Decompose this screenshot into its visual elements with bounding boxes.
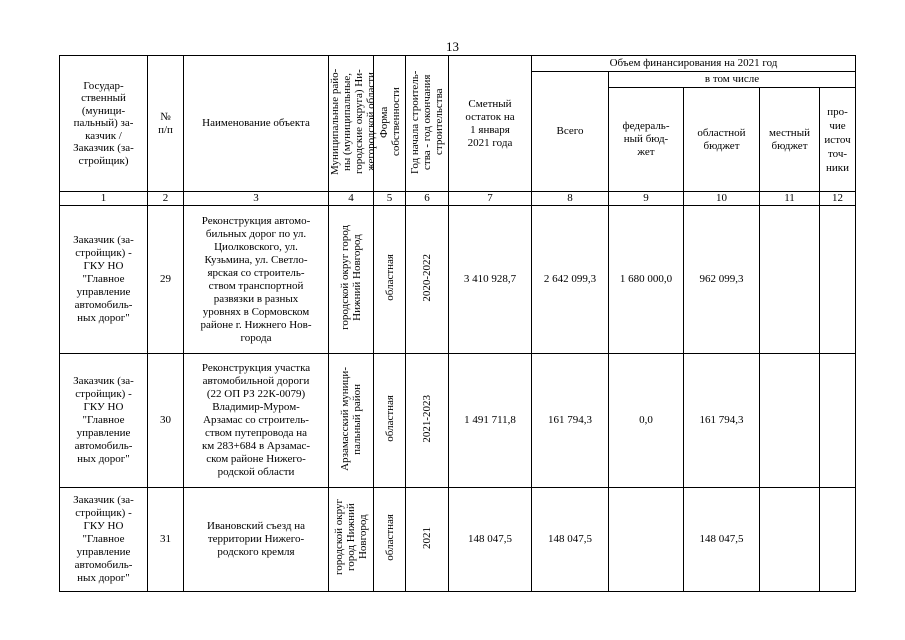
row-estimate: 3 410 928,7 <box>449 206 532 354</box>
col-number: 12 <box>820 192 856 206</box>
row-ownership: областная <box>374 206 406 354</box>
column-number-row <box>60 192 856 206</box>
row-ownership: областная <box>374 354 406 488</box>
row-total: 161 794,3 <box>532 354 609 488</box>
row-object: Ивановский съезд на территории Нижего- родского кремля <box>184 488 329 592</box>
financing-table <box>59 55 856 592</box>
col-number: 5 <box>374 192 406 206</box>
header-object-name: Наименование объекта <box>184 56 329 192</box>
table-row <box>60 488 856 592</box>
row-municipality: городской округ город Нижний Новгород <box>329 488 374 592</box>
col-number: 8 <box>532 192 609 206</box>
row-estimate: 148 047,5 <box>449 488 532 592</box>
header-years: Год начала строитель- ства - год окончания строительства <box>406 56 449 192</box>
row-regional: 161 794,3 <box>684 354 760 488</box>
col-number: 10 <box>684 192 760 206</box>
col-number: 1 <box>60 192 148 206</box>
row-total: 2 642 099,3 <box>532 206 609 354</box>
row-num: 29 <box>148 206 184 354</box>
row-local <box>760 488 820 592</box>
header-municipality: Муниципальные райо- ны (муниципальные, городские округа) Ни- жегородской области <box>329 56 374 192</box>
col-number: 4 <box>329 192 374 206</box>
col-number: 2 <box>148 192 184 206</box>
header-funding-title: Объем финансирования на 2021 год <box>532 56 856 72</box>
row-estimate: 1 491 711,8 <box>449 354 532 488</box>
header-num: № п/п <box>148 56 184 192</box>
row-federal <box>609 488 684 592</box>
row-num: 30 <box>148 354 184 488</box>
header-regional: областной бюджет <box>684 88 760 192</box>
table-row <box>60 354 856 488</box>
col-number: 7 <box>449 192 532 206</box>
row-years: 2020-2022 <box>406 206 449 354</box>
row-municipality: Арзамасский муници- пальный район <box>329 354 374 488</box>
col-number: 6 <box>406 192 449 206</box>
row-customer: Заказчик (за- стройщик) - ГКУ НО "Главное управление автомобиль- ных дорог" <box>60 206 148 354</box>
col-number: 11 <box>760 192 820 206</box>
row-local <box>760 206 820 354</box>
row-other <box>820 354 856 488</box>
row-total: 148 047,5 <box>532 488 609 592</box>
row-regional: 148 047,5 <box>684 488 760 592</box>
col-number: 3 <box>184 192 329 206</box>
row-ownership: областная <box>374 488 406 592</box>
row-other <box>820 206 856 354</box>
row-customer: Заказчик (за- стройщик) - ГКУ НО "Главное управление автомобиль- ных дорог" <box>60 488 148 592</box>
row-local <box>760 354 820 488</box>
row-customer: Заказчик (за- стройщик) - ГКУ НО "Главное управление автомобиль- ных дорог" <box>60 354 148 488</box>
row-object: Реконструкция автомо- бильных дорог по ул. Циолковского, ул. Кузьмина, ул. Светло- ярская со строитель- ством транспортной развязки в разных уровнях в Сормовском районе г. Нижнего Нов- города <box>184 206 329 354</box>
row-num: 31 <box>148 488 184 592</box>
row-years: 2021-2023 <box>406 354 449 488</box>
header-ownership: Форма собственности <box>374 56 406 192</box>
header-federal: федераль- ный бюд- жет <box>609 88 684 192</box>
header-estimate: Сметный остаток на 1 января 2021 года <box>449 56 532 192</box>
header-local: местный бюджет <box>760 88 820 192</box>
header-incl: в том числе <box>609 72 856 88</box>
table-row <box>60 206 856 354</box>
row-municipality: городской округ город Нижний Новгород <box>329 206 374 354</box>
col-number: 9 <box>609 192 684 206</box>
row-years: 2021 <box>406 488 449 592</box>
page-number: 13 <box>446 39 459 54</box>
row-federal: 1 680 000,0 <box>609 206 684 354</box>
header-customer: Государ- ственный (муници- пальный) за- казчик / Заказчик (за- стройщик) <box>60 56 148 192</box>
header-total: Всего <box>532 72 609 192</box>
row-regional: 962 099,3 <box>684 206 760 354</box>
row-other <box>820 488 856 592</box>
header-other: про- чие источ точ- ники <box>820 88 856 192</box>
row-object: Реконструкция участка автомобильной дороги (22 ОП РЗ 22К-0079) Владимир-Муром- Арзамас со строитель- ством путепровода на км 283+684 в Арзамас- ском районе Нижего- родской области <box>184 354 329 488</box>
row-federal: 0,0 <box>609 354 684 488</box>
